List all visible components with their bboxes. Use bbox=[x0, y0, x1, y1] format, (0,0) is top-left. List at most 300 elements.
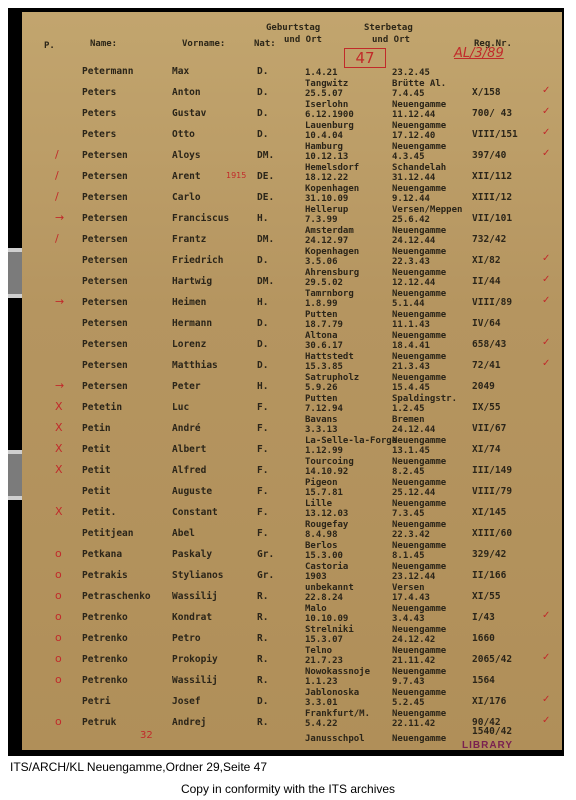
row-birth-date: 13.12.03 bbox=[305, 509, 349, 519]
header-birth-top: Geburtstag bbox=[266, 23, 321, 33]
row-death-date: 22.11.42 bbox=[392, 719, 436, 729]
row-reg-number: III/149 bbox=[472, 465, 513, 476]
row-reg-number: 658/43 bbox=[472, 339, 507, 350]
row-birth-date: 3.5.06 bbox=[305, 257, 338, 267]
row-name: Petersen bbox=[82, 234, 128, 245]
row-reg-number: 329/42 bbox=[472, 549, 507, 560]
row-birth-date: 1903 bbox=[305, 572, 327, 582]
row-birth-place: Berlos bbox=[305, 541, 338, 551]
row-name: Petetin bbox=[82, 402, 123, 413]
row-check-mark: o bbox=[55, 589, 62, 602]
table-row bbox=[22, 457, 562, 478]
row-check-mark: o bbox=[55, 568, 62, 581]
row-tick-mark: ✓ bbox=[542, 127, 551, 138]
row-name: Petrakis bbox=[82, 570, 128, 581]
row-check-mark: o bbox=[55, 610, 62, 623]
row-name: Peters bbox=[82, 129, 117, 140]
row-birth-place: Ahrensburg bbox=[305, 268, 360, 278]
table-row bbox=[22, 583, 562, 604]
row-name: Petkana bbox=[82, 549, 123, 560]
row-nationality: D. bbox=[257, 66, 269, 77]
row-death-place: Neuengamme bbox=[392, 520, 447, 530]
row-check-mark: / bbox=[55, 148, 59, 161]
row-nationality: H. bbox=[257, 213, 269, 224]
row-name: Petersen bbox=[82, 381, 128, 392]
row-check-mark: X bbox=[55, 463, 63, 476]
row-death-place: Versen/Meppen bbox=[392, 205, 463, 215]
row-first-name: Anton bbox=[172, 87, 201, 98]
row-reg-number: 700/ 43 bbox=[472, 108, 513, 119]
row-birth-date: 15.7.81 bbox=[305, 488, 343, 498]
row-death-place: Neuengamme bbox=[392, 373, 447, 383]
row-birth-place: Nowokassnoje bbox=[305, 667, 371, 677]
row-birth-place: Putten bbox=[305, 394, 338, 404]
row-reg-number: 1660 bbox=[472, 633, 495, 644]
row-death-date: 25.12.44 bbox=[392, 488, 436, 498]
header-death-top: Sterbetag bbox=[364, 23, 413, 33]
row-tick-mark: ✓ bbox=[542, 106, 551, 117]
row-birth-date: 15.3.00 bbox=[305, 551, 343, 561]
row-birth-place: Hellerup bbox=[305, 205, 349, 215]
row-death-place: Neuengamme bbox=[392, 184, 447, 194]
row-death-place: Neuengamme bbox=[392, 100, 447, 110]
row-first-name: Auguste bbox=[172, 486, 213, 497]
row-birth-date: 3.3.01 bbox=[305, 698, 338, 708]
row-name: Petermann bbox=[82, 66, 134, 77]
row-death-date: 4.3.45 bbox=[392, 152, 425, 162]
row-first-name: Carlo bbox=[172, 192, 201, 203]
row-reg-number: 90/42 bbox=[472, 717, 501, 728]
table-row bbox=[22, 520, 562, 541]
row-tick-mark: ✓ bbox=[542, 295, 551, 306]
row-name: Petersen bbox=[82, 360, 128, 371]
row-tick-mark: ✓ bbox=[542, 274, 551, 285]
row-first-name: Peter bbox=[172, 381, 201, 392]
table-row bbox=[22, 184, 562, 205]
row-first-name: Andrej bbox=[172, 717, 207, 728]
row-first-name: Kondrat bbox=[172, 612, 213, 623]
row-reg-number: XI/145 bbox=[472, 507, 507, 518]
row-nationality: D. bbox=[257, 339, 269, 350]
row-nationality: F. bbox=[257, 402, 269, 413]
row-birth-place: Frankfurt/M. bbox=[305, 709, 371, 719]
row-birth-date: 10.10.09 bbox=[305, 614, 349, 624]
row-death-date: 1.2.45 bbox=[392, 404, 425, 414]
row-name: Petrenko bbox=[82, 633, 128, 644]
row-reg-number: XI/74 bbox=[472, 444, 501, 455]
row-death-place: Neuengamme bbox=[392, 226, 447, 236]
row-birth-place: Altona bbox=[305, 331, 338, 341]
row-nationality: DM. bbox=[257, 276, 275, 287]
row-nationality: D. bbox=[257, 255, 269, 266]
row-birth-place: Lille bbox=[305, 499, 333, 509]
row-birth-place: Hemelsdorf bbox=[305, 163, 360, 173]
row-death-date: 22.3.42 bbox=[392, 530, 430, 540]
row-birth-date: 7.12.94 bbox=[305, 404, 343, 414]
row-nationality: F. bbox=[257, 486, 269, 497]
row-death-place: Neuengamme bbox=[392, 667, 447, 677]
row-name: Petrenko bbox=[82, 675, 128, 686]
row-check-mark: → bbox=[55, 295, 65, 308]
row-name: Petersen bbox=[82, 318, 128, 329]
row-first-name: Alfred bbox=[172, 465, 207, 476]
row-reg-number: VIII/79 bbox=[472, 486, 513, 497]
row-death-date: 17.12.40 bbox=[392, 131, 436, 141]
header-first-name: Vorname: bbox=[182, 39, 226, 49]
row-death-date: 15.4.45 bbox=[392, 383, 430, 393]
row-death-date: 24.12.42 bbox=[392, 635, 436, 645]
table-row bbox=[22, 121, 562, 142]
row-first-name: Hermann bbox=[172, 318, 213, 329]
row-tick-mark: ✓ bbox=[542, 337, 551, 348]
table-row bbox=[22, 331, 562, 352]
row-nationality: DE. bbox=[257, 192, 275, 203]
row-name: Petersen bbox=[82, 339, 128, 350]
row-birth-place: Rougefay bbox=[305, 520, 349, 530]
conformity-caption: Copy in conformity with the ITS archives bbox=[180, 782, 396, 796]
row-name: Petruk bbox=[82, 717, 117, 728]
row-death-date: 11.1.43 bbox=[392, 320, 430, 330]
folio-number-box: 47 bbox=[344, 48, 386, 68]
table-row bbox=[22, 688, 562, 709]
row-nationality: D. bbox=[257, 360, 269, 371]
table-row bbox=[22, 100, 562, 121]
row-reg-number: 72/41 bbox=[472, 360, 501, 371]
row-reg-number: 2065/42 bbox=[472, 654, 513, 665]
row-tick-mark: ✓ bbox=[542, 610, 551, 621]
last-death-place: Neuengamme bbox=[392, 734, 447, 744]
row-first-name: Friedrich bbox=[172, 255, 224, 266]
row-check-mark: o bbox=[55, 631, 62, 644]
row-death-date: 13.1.45 bbox=[392, 446, 430, 456]
row-death-date: 5.1.44 bbox=[392, 299, 425, 309]
row-name: Petrenko bbox=[82, 612, 128, 623]
row-nationality: D. bbox=[257, 696, 269, 707]
row-birth-date: 30.6.17 bbox=[305, 341, 343, 351]
row-first-name: Josef bbox=[172, 696, 201, 707]
row-check-mark: / bbox=[55, 169, 59, 182]
row-nationality: F. bbox=[257, 507, 269, 518]
row-birth-place: La-Selle-la-Forge bbox=[305, 436, 398, 446]
row-check-mark: o bbox=[55, 715, 62, 728]
row-death-place: Spaldingstr. bbox=[392, 394, 458, 404]
row-first-name: Wassilij bbox=[172, 675, 218, 686]
row-nationality: D. bbox=[257, 129, 269, 140]
row-death-date: 9.12.44 bbox=[392, 194, 430, 204]
row-check-mark: X bbox=[55, 442, 63, 455]
header-nationality: Nat: bbox=[254, 39, 276, 49]
row-reg-number: II/44 bbox=[472, 276, 501, 287]
row-nationality: R. bbox=[257, 717, 269, 728]
row-birth-place: Tangwitz bbox=[305, 79, 349, 89]
row-birth-date: 24.12.97 bbox=[305, 236, 349, 246]
row-birth-place: Iserlohn bbox=[305, 100, 349, 110]
row-nationality: D. bbox=[257, 87, 269, 98]
row-check-mark: X bbox=[55, 505, 63, 518]
row-first-name: Frantz bbox=[172, 234, 207, 245]
row-check-mark: o bbox=[55, 652, 62, 665]
row-tick-mark: ✓ bbox=[542, 358, 551, 369]
row-birth-date: 7.3.99 bbox=[305, 215, 338, 225]
row-name: Petit bbox=[82, 465, 111, 476]
row-first-name: Gustav bbox=[172, 108, 207, 119]
table-row bbox=[22, 310, 562, 331]
row-birth-date: 5.9.26 bbox=[305, 383, 338, 393]
row-death-date: 8.1.45 bbox=[392, 551, 425, 561]
row-nationality: F. bbox=[257, 465, 269, 476]
row-death-date: 18.4.41 bbox=[392, 341, 430, 351]
table-row bbox=[22, 247, 562, 268]
row-reg-number: 1564 bbox=[472, 675, 495, 686]
row-death-date: 31.12.44 bbox=[392, 173, 436, 183]
row-check-mark: → bbox=[55, 379, 65, 392]
row-birth-place: Malo bbox=[305, 604, 327, 614]
row-first-name: Hartwig bbox=[172, 276, 213, 287]
row-birth-date: 1.12.99 bbox=[305, 446, 343, 456]
row-reg-number: 397/40 bbox=[472, 150, 507, 161]
row-death-date: 22.3.43 bbox=[392, 257, 430, 267]
row-death-place: Neuengamme bbox=[392, 247, 447, 257]
last-reg-number: 1540/42 bbox=[472, 726, 513, 737]
row-birth-date: 14.10.92 bbox=[305, 467, 349, 477]
archive-reference: AL/3/89 bbox=[454, 46, 504, 61]
row-name: Peters bbox=[82, 108, 117, 119]
row-reg-number: XIII/60 bbox=[472, 528, 513, 539]
row-nationality: R. bbox=[257, 591, 269, 602]
row-death-date: 21.11.42 bbox=[392, 656, 436, 666]
row-reg-number: VIII/89 bbox=[472, 297, 513, 308]
row-first-name: Arent bbox=[172, 171, 201, 182]
row-first-name: Lorenz bbox=[172, 339, 207, 350]
row-first-name: Stylianos bbox=[172, 570, 224, 581]
row-reg-number: VII/67 bbox=[472, 423, 507, 434]
row-first-name: Matthias bbox=[172, 360, 218, 371]
row-nationality: D. bbox=[257, 318, 269, 329]
row-death-place: Neuengamme bbox=[392, 310, 447, 320]
row-nationality: D. bbox=[257, 108, 269, 119]
row-birth-place: Hattstedt bbox=[305, 352, 354, 362]
row-check-mark: / bbox=[55, 190, 59, 203]
row-birth-date: 15.3.07 bbox=[305, 635, 343, 645]
row-first-name: Wassilij bbox=[172, 591, 218, 602]
row-reg-number: XI/82 bbox=[472, 255, 501, 266]
row-death-date: 3.4.43 bbox=[392, 614, 425, 624]
header-name: Name: bbox=[90, 39, 118, 49]
row-death-place: Neuengamme bbox=[392, 709, 447, 719]
row-birth-date: 22.8.24 bbox=[305, 593, 343, 603]
row-reg-number: XI/55 bbox=[472, 591, 501, 602]
row-birth-date: 1.1.23 bbox=[305, 677, 338, 687]
row-death-date: 9.7.43 bbox=[392, 677, 425, 687]
row-birth-place: Bavans bbox=[305, 415, 338, 425]
row-nationality: R. bbox=[257, 612, 269, 623]
row-name: Petri bbox=[82, 696, 111, 707]
table-row bbox=[22, 499, 562, 520]
row-death-place: Neuengamme bbox=[392, 688, 447, 698]
row-death-place: Neuengamme bbox=[392, 646, 447, 656]
row-birth-place: Strelniki bbox=[305, 625, 354, 635]
row-death-place: Neuengamme bbox=[392, 562, 447, 572]
row-reg-number: XI/176 bbox=[472, 696, 507, 707]
table-row bbox=[22, 79, 562, 100]
row-birth-place: Amsterdam bbox=[305, 226, 354, 236]
row-nationality: DM. bbox=[257, 234, 275, 245]
row-tick-mark: ✓ bbox=[542, 715, 551, 726]
row-death-place: Neuengamme bbox=[392, 331, 447, 341]
row-nationality: F. bbox=[257, 528, 269, 539]
library-stamp: LIBRARY bbox=[462, 740, 514, 751]
row-reg-number: XII/112 bbox=[472, 171, 513, 182]
row-death-place: Schandelah bbox=[392, 163, 447, 173]
archive-caption: ITS/ARCH/KL Neuengamme,Ordner 29,Seite 47 bbox=[10, 760, 268, 774]
row-check-mark: o bbox=[55, 673, 62, 686]
row-birth-date: 1.8.99 bbox=[305, 299, 338, 309]
table-row bbox=[22, 604, 562, 625]
row-birth-date: 6.12.1900 bbox=[305, 110, 354, 120]
row-birth-place: Castoria bbox=[305, 562, 349, 572]
row-death-place: Brütte Al. bbox=[392, 79, 447, 89]
row-check-mark: X bbox=[55, 400, 63, 413]
row-death-date: 25.6.42 bbox=[392, 215, 430, 225]
table-row bbox=[22, 142, 562, 163]
row-death-place: Neuengamme bbox=[392, 436, 447, 446]
row-name: Petitjean bbox=[82, 528, 134, 539]
row-birth-place: Jablonoska bbox=[305, 688, 360, 698]
row-death-place: Neuengamme bbox=[392, 625, 447, 635]
row-name: Petersen bbox=[82, 150, 128, 161]
header-p: P. bbox=[44, 41, 55, 51]
row-birth-date: 18.7.79 bbox=[305, 320, 343, 330]
row-nationality: R. bbox=[257, 654, 269, 665]
row-birth-date: 25.5.07 bbox=[305, 89, 343, 99]
row-death-place: Neuengamme bbox=[392, 541, 447, 551]
row-nationality: Gr. bbox=[257, 549, 275, 560]
row-name: Petit bbox=[82, 444, 111, 455]
row-death-place: Neuengamme bbox=[392, 352, 447, 362]
row-death-place: Neuengamme bbox=[392, 289, 447, 299]
row-check-mark: / bbox=[55, 232, 59, 245]
row-birth-date: 21.7.23 bbox=[305, 656, 343, 666]
document-page bbox=[22, 12, 562, 750]
header-death-bottom: und Ort bbox=[372, 35, 410, 45]
row-birth-place: Tamrnborg bbox=[305, 289, 354, 299]
row-death-place: Neuengamme bbox=[392, 478, 447, 488]
row-birth-place: Putten bbox=[305, 310, 338, 320]
table-row bbox=[22, 163, 562, 184]
table-row bbox=[22, 415, 562, 436]
row-nationality: F. bbox=[257, 423, 269, 434]
row-reg-number: IV/64 bbox=[472, 318, 501, 329]
row-name: Petersen bbox=[82, 297, 128, 308]
row-death-place: Versen bbox=[392, 583, 425, 593]
row-check-mark: → bbox=[55, 211, 65, 224]
row-birth-date: 15.3.85 bbox=[305, 362, 343, 372]
row-first-name: Constant bbox=[172, 507, 218, 518]
table-row bbox=[22, 226, 562, 247]
row-death-date: 7.4.45 bbox=[392, 89, 425, 99]
last-birth-place: Janusschpol bbox=[305, 734, 365, 744]
row-name: Petersen bbox=[82, 276, 128, 287]
row-death-date: 7.3.45 bbox=[392, 509, 425, 519]
row-reg-number: 2049 bbox=[472, 381, 495, 392]
table-row bbox=[22, 289, 562, 310]
row-reg-number: IX/55 bbox=[472, 402, 501, 413]
row-birth-date: 8.4.98 bbox=[305, 530, 338, 540]
row-reg-number: I/43 bbox=[472, 612, 495, 623]
row-reg-number: II/166 bbox=[472, 570, 507, 581]
row-birth-date: 18.12.22 bbox=[305, 173, 349, 183]
row-nationality: F. bbox=[257, 444, 269, 455]
row-death-place: Neuengamme bbox=[392, 499, 447, 509]
row-name: Petraschenko bbox=[82, 591, 151, 602]
header-birth-bottom: und Ort bbox=[284, 35, 322, 45]
row-first-name: Luc bbox=[172, 402, 190, 413]
row-death-place: Neuengamme bbox=[392, 457, 447, 467]
table-row bbox=[22, 394, 562, 415]
row-check-mark: o bbox=[55, 547, 62, 560]
row-name: Petersen bbox=[82, 171, 128, 182]
table-row bbox=[22, 205, 562, 226]
row-death-date: 24.12.44 bbox=[392, 425, 436, 435]
row-first-name: Abel bbox=[172, 528, 195, 539]
table-row bbox=[22, 646, 562, 667]
row-reg-number: VII/101 bbox=[472, 213, 513, 224]
row-first-name: Albert bbox=[172, 444, 207, 455]
row-name: Petrenko bbox=[82, 654, 128, 665]
row-birth-place: Pigeon bbox=[305, 478, 338, 488]
row-tick-mark: ✓ bbox=[542, 148, 551, 159]
row-name: Petersen bbox=[82, 255, 128, 266]
row-first-name: Max bbox=[172, 66, 190, 77]
row-reg-number: XIII/12 bbox=[472, 192, 513, 203]
row-death-date: 12.12.44 bbox=[392, 278, 436, 288]
row-first-name: Prokopiy bbox=[172, 654, 218, 665]
row-birth-place: Tourcoing bbox=[305, 457, 354, 467]
row-birth-place: Telno bbox=[305, 646, 333, 656]
row-death-place: Neuengamme bbox=[392, 121, 447, 131]
row-birth-place: Satrupholz bbox=[305, 373, 360, 383]
row-birth-date: 31.10.09 bbox=[305, 194, 349, 204]
row-nationality: R. bbox=[257, 675, 269, 686]
row-birth-date: 1.4.21 bbox=[305, 68, 338, 78]
row-tick-mark: ✓ bbox=[542, 253, 551, 264]
row-birth-date: 3.3.13 bbox=[305, 425, 338, 435]
table-row bbox=[22, 667, 562, 688]
row-tick-mark: ✓ bbox=[542, 652, 551, 663]
row-first-name: Heimen bbox=[172, 297, 207, 308]
row-first-name: André bbox=[172, 423, 201, 434]
row-reg-number: VIII/151 bbox=[472, 129, 518, 140]
row-first-name: Aloys bbox=[172, 150, 201, 161]
row-birth-place: Hamburg bbox=[305, 142, 343, 152]
row-first-name: Paskaly bbox=[172, 549, 213, 560]
table-row bbox=[22, 478, 562, 499]
row-birth-date: 10.12.13 bbox=[305, 152, 349, 162]
row-name: Petersen bbox=[82, 213, 128, 224]
row-death-date: 23.12.44 bbox=[392, 572, 436, 582]
row-name: Petit bbox=[82, 486, 111, 497]
row-death-place: Neuengamme bbox=[392, 604, 447, 614]
row-birth-place: Lauenburg bbox=[305, 121, 354, 131]
inline-note: 1915 bbox=[226, 171, 247, 180]
row-death-date: 8.2.45 bbox=[392, 467, 425, 477]
row-birth-place: Kopenhagen bbox=[305, 247, 360, 257]
row-nationality: DE. bbox=[257, 171, 275, 182]
row-name: Petin bbox=[82, 423, 111, 434]
row-birth-date: 5.4.22 bbox=[305, 719, 338, 729]
table-row bbox=[22, 352, 562, 373]
row-first-name: Petro bbox=[172, 633, 201, 644]
